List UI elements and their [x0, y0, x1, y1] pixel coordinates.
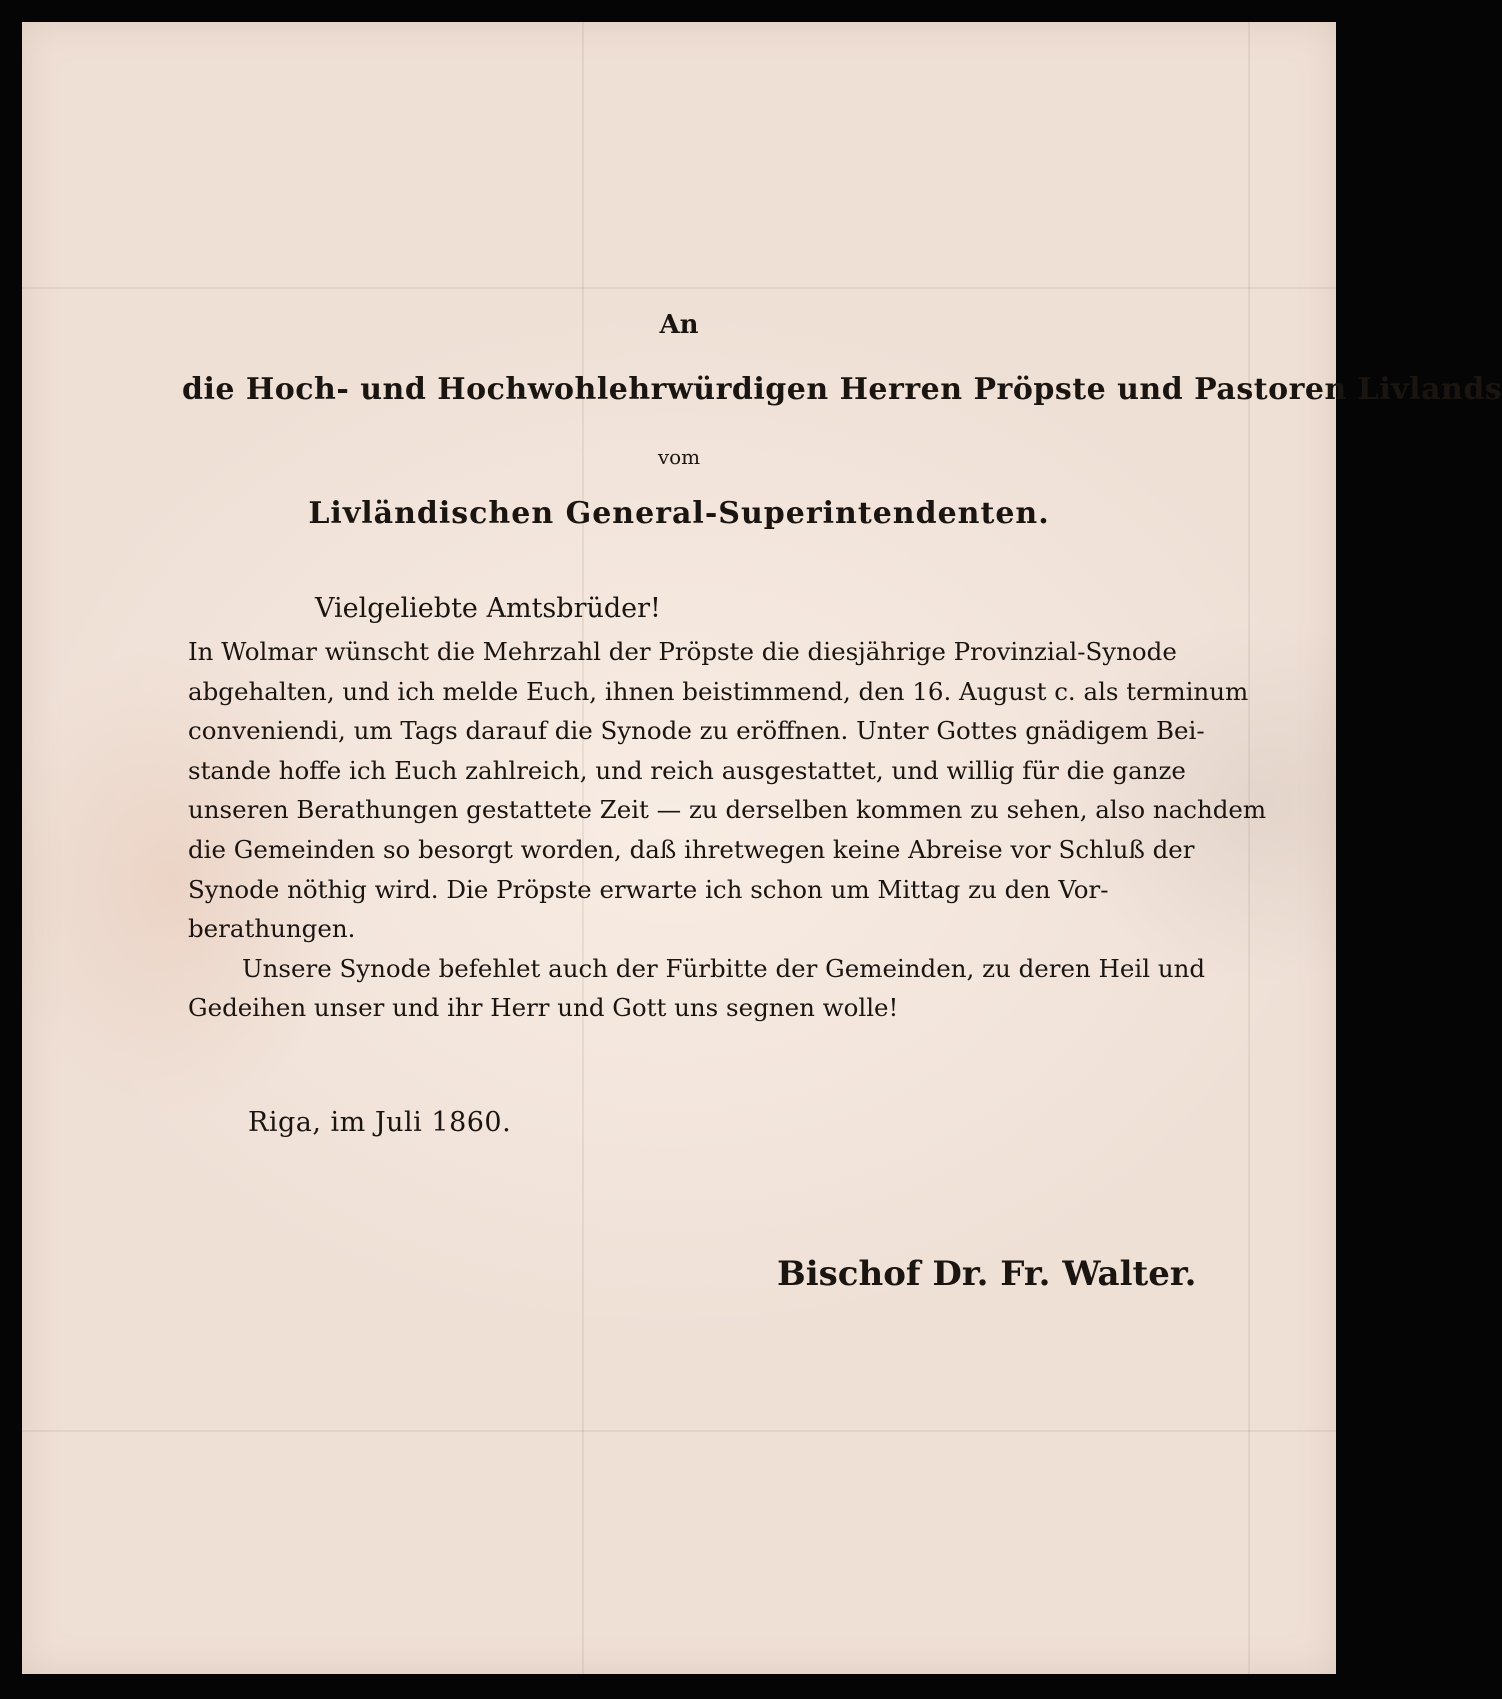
body-line: stande hoffe ich Euch zahlreich, und reich ausgestattet, und willig für die ganze: [188, 755, 1186, 785]
body-line: abgehalten, und ich melde Euch, ihnen beistimmend, den 16. August c. als terminum: [188, 676, 1249, 706]
body-line: Synode nöthig wird. Die Pröpste erwarte ich schon um Mittag zu den Vor-: [188, 874, 1109, 904]
body-line: conveniendi, um Tags darauf die Synode zu eröffnen. Unter Gottes gnädigem Bei-: [188, 716, 1205, 746]
body-line: In Wolmar wünscht die Mehrzahl der Pröpste die diesjährige Provinzial-Synode: [188, 637, 1177, 666]
dateline: Riga, im Juli 1860.: [248, 1107, 512, 1138]
address-to: An: [659, 310, 699, 340]
body-line: berathungen.: [188, 914, 356, 944]
address-sender: Livländischen General-Superintendenten.: [308, 496, 1050, 531]
fold-crease-horizontal-top: [22, 287, 1336, 289]
salutation: Vielgeliebte Amtsbrüder!: [315, 593, 661, 624]
signature: Bischof Dr. Fr. Walter.: [777, 1254, 1197, 1294]
body-line: unseren Berathungen gestattete Zeit — zu derselben kommen zu sehen, also nachdem: [188, 795, 1267, 825]
body-line: Unsere Synode befehlet auch der Fürbitte der Gemeinden, zu deren Heil und: [242, 953, 1206, 983]
fold-crease-vertical-right: [1248, 22, 1250, 1674]
fold-crease-horizontal-bottom: [22, 1430, 1336, 1432]
body-line: Gedeihen unser und ihr Herr und Gott uns segnen wolle!: [188, 993, 899, 1023]
letter-sheet: [22, 22, 1502, 1674]
letter-body: [188, 632, 1267, 1028]
address-from-prefix: vom: [657, 445, 701, 469]
address-recipients: die Hoch- und Hochwohlehrwürdigen Herren Pröpste und Pastoren Livlands: [182, 372, 1502, 407]
body-line: die Gemeinden so besorgt worden, daß ihretwegen keine Abreise vor Schluß der: [188, 834, 1195, 864]
